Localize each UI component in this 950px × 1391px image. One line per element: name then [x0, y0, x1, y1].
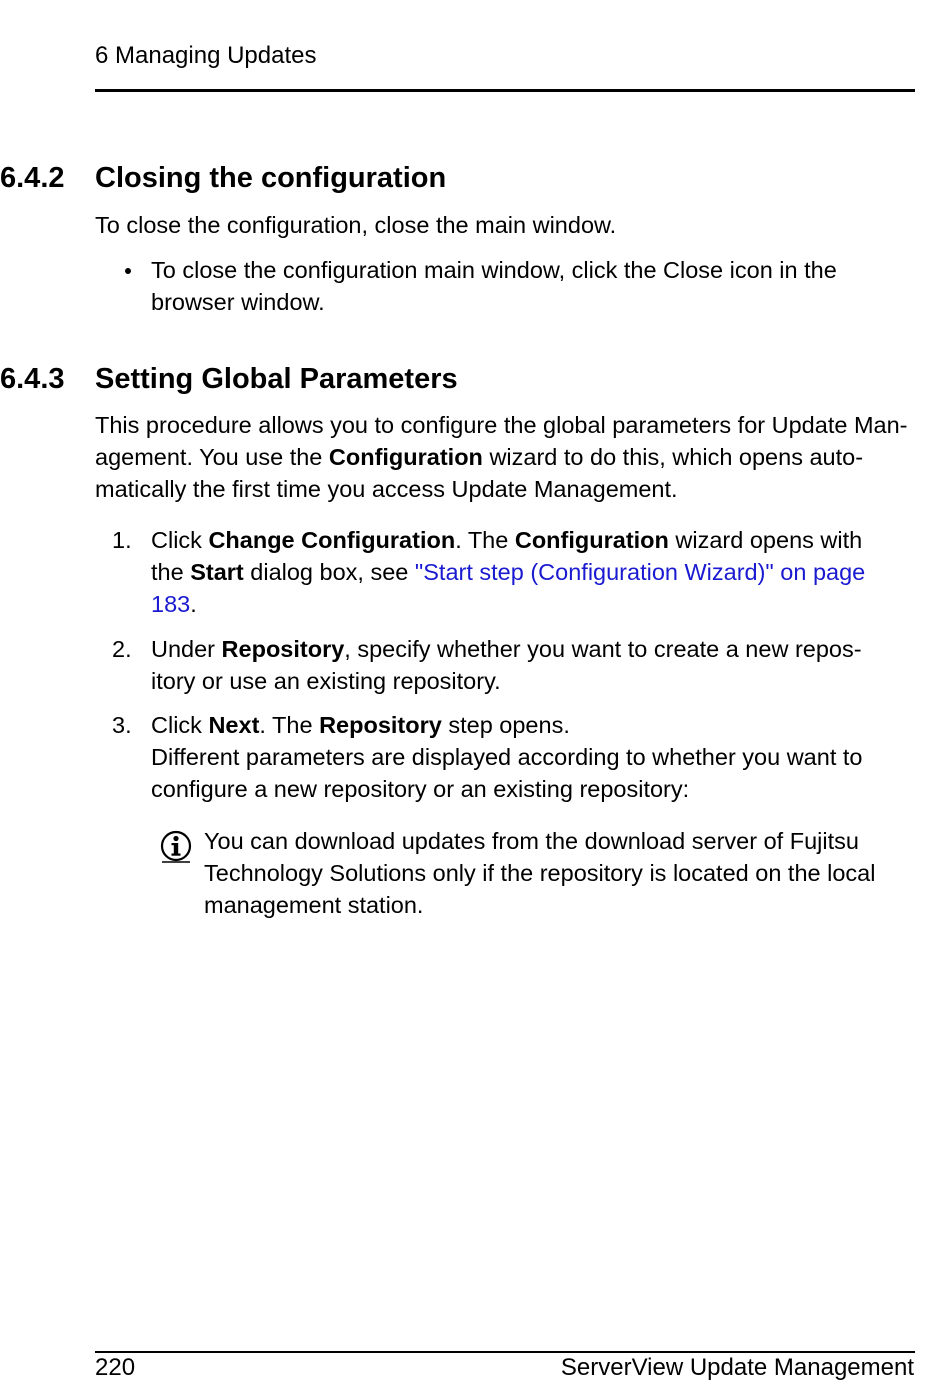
section-title: Closing the configuration: [95, 162, 447, 194]
intro-bold: Configuration: [328, 444, 483, 470]
step-bold: Configuration: [514, 527, 669, 553]
bullet-item: [95, 254, 895, 318]
bullet-dot: [125, 268, 131, 274]
step-text: . The: [259, 712, 320, 738]
step-content: [151, 709, 895, 805]
step-text: Different parameters are displayed according to whether you want to configure a new repository or an existing repository:: [151, 744, 863, 802]
section-heading-642: [0, 160, 446, 196]
step-bold: Repository: [319, 712, 442, 738]
intro-text: wizard to do this, which opens auto-matically the first time you access Update Management.: [95, 444, 864, 502]
running-header: 6 Managing Updates: [95, 42, 317, 69]
bullet-text: To close the configuration main window, click the Close icon in the browser window.: [151, 257, 837, 315]
step-text: Under: [151, 636, 222, 662]
step-content: [151, 633, 895, 697]
info-icon: [158, 829, 194, 865]
header-rule: [95, 89, 915, 92]
list-item-step-1: [95, 524, 895, 620]
section-642-intro: To close the configuration, close the main window.: [95, 212, 617, 238]
list-item-step-3: [95, 709, 895, 805]
step-number: 3.: [112, 712, 132, 738]
step-text: , specify whether you want to create a new repos-itory or use an existing repository.: [151, 636, 862, 694]
step-content: [151, 524, 895, 620]
step-bold: Change Configuration: [208, 527, 456, 553]
cross-reference-link[interactable]: "Start step (Configuration Wizard)" on page 183: [151, 559, 866, 617]
step-text: dialog box, see: [243, 559, 415, 585]
step-bold: Next: [208, 712, 260, 738]
footer-product: ServerView Update Management: [560, 1354, 914, 1381]
section-643-intro: [95, 409, 925, 505]
step-text: wizard opens with the: [151, 527, 863, 585]
step-text: .: [190, 591, 197, 617]
step-text: Click: [151, 712, 209, 738]
intro-text: This procedure allows you to configure the global parameters for Update Man-agement. You use the: [95, 412, 908, 470]
section-number: 6.4.2: [0, 162, 65, 194]
section-heading-643: [0, 361, 458, 397]
step-bold: Start: [190, 559, 244, 585]
step-text: Click: [151, 527, 209, 553]
step-bold: Repository: [221, 636, 345, 662]
step-text: . The: [455, 527, 515, 553]
step-number: 1.: [112, 527, 132, 553]
step-text: step opens.: [441, 712, 570, 738]
section-number: 6.4.3: [0, 363, 65, 395]
note-text: You can download updates from the download server of Fujitsu Technology Solutions only if the repository is located on the local management station.: [204, 828, 876, 918]
page-number: 220: [95, 1354, 136, 1381]
list-item-step-2: [95, 633, 895, 697]
section-title: Setting Global Parameters: [95, 363, 458, 395]
step-number: 2.: [112, 636, 132, 662]
